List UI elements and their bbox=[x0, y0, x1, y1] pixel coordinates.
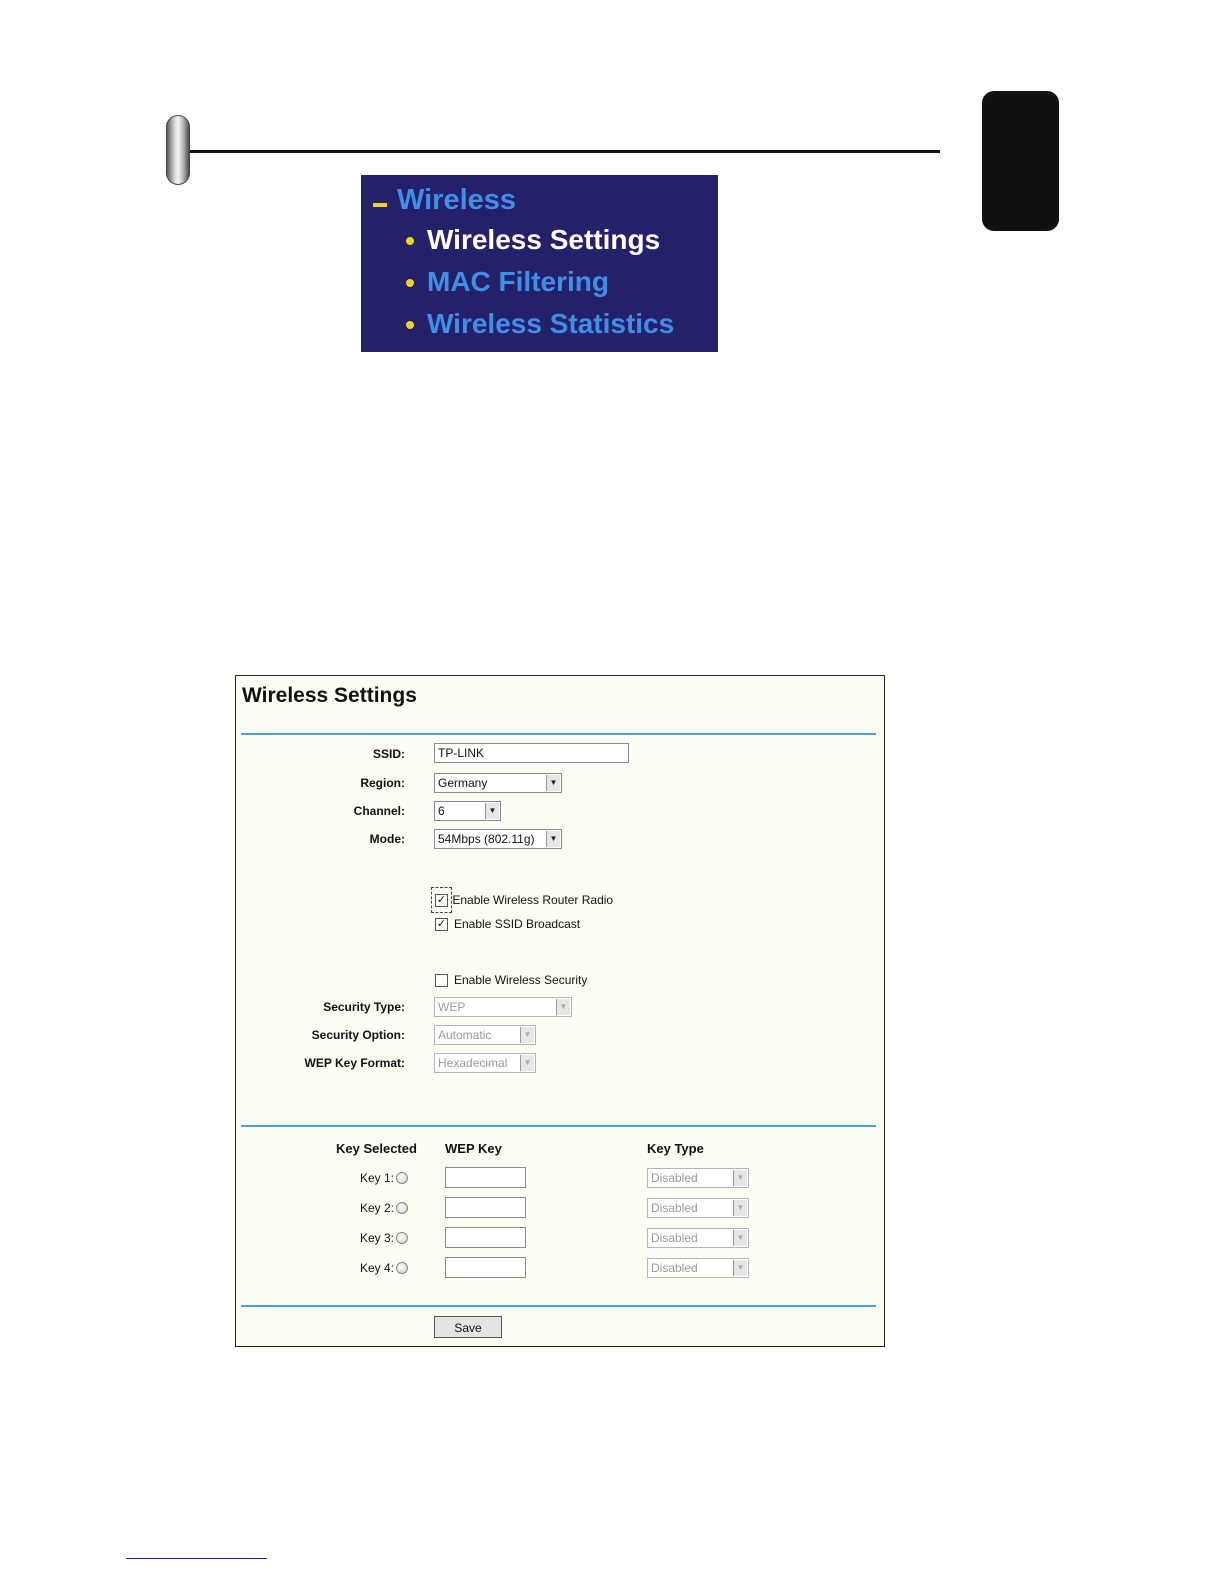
wep-key-header: WEP Key bbox=[445, 1141, 502, 1156]
channel-value: 6 bbox=[438, 804, 445, 818]
key-4-input[interactable] bbox=[445, 1257, 526, 1278]
header-rule-knob bbox=[166, 115, 190, 185]
enable-radio-checkbox[interactable]: ✓ bbox=[436, 894, 447, 907]
collapse-icon bbox=[373, 203, 387, 207]
wep-key-format-label: WEP Key Format: bbox=[304, 1056, 405, 1070]
header-rule bbox=[190, 150, 940, 153]
chevron-down-icon[interactable]: ▼ bbox=[546, 775, 560, 791]
key-3-label: Key 3: bbox=[359, 1231, 394, 1245]
key-2-input[interactable] bbox=[445, 1197, 526, 1218]
enable-ssid-broadcast-row bbox=[435, 915, 580, 933]
key-4-type-value: Disabled bbox=[651, 1261, 698, 1275]
save-button[interactable]: Save bbox=[434, 1316, 502, 1338]
wep-key-format-value: Hexadecimal bbox=[438, 1056, 508, 1070]
chevron-down-icon[interactable]: ▼ bbox=[733, 1200, 747, 1216]
key-4-radio[interactable] bbox=[396, 1262, 408, 1274]
key-3-radio[interactable] bbox=[396, 1232, 408, 1244]
bullet-icon bbox=[406, 321, 414, 329]
ssid-input[interactable]: TP-LINK bbox=[434, 743, 629, 763]
enable-ssid-broadcast-label: Enable SSID Broadcast bbox=[454, 917, 581, 931]
enable-security-checkbox[interactable] bbox=[435, 974, 448, 987]
key-type-header: Key Type bbox=[647, 1141, 704, 1156]
panel-title: Wireless Settings bbox=[242, 684, 417, 707]
security-type-select[interactable] bbox=[434, 997, 572, 1017]
enable-ssid-broadcast-checkbox[interactable]: ✓ bbox=[436, 918, 447, 931]
wireless-settings-panel bbox=[235, 675, 885, 1347]
channel-label: Channel: bbox=[353, 804, 405, 818]
region-label: Region: bbox=[360, 776, 405, 790]
security-type-value: WEP bbox=[438, 1000, 466, 1014]
chevron-down-icon[interactable]: ▼ bbox=[485, 803, 499, 819]
footer-link-underline bbox=[126, 1558, 267, 1559]
ssid-label: SSID: bbox=[372, 747, 405, 761]
chevron-down-icon[interactable]: ▼ bbox=[733, 1260, 747, 1276]
key-2-type-select[interactable] bbox=[647, 1198, 749, 1218]
bullet-icon bbox=[406, 237, 414, 245]
chevron-down-icon[interactable]: ▼ bbox=[733, 1170, 747, 1186]
mode-value: 54Mbps (802.11g) bbox=[438, 832, 535, 846]
key-1-type-value: Disabled bbox=[651, 1171, 698, 1185]
chevron-down-icon[interactable]: ▼ bbox=[556, 999, 570, 1015]
mode-label: Mode: bbox=[369, 832, 405, 846]
menu-item-mac-filtering[interactable] bbox=[361, 261, 718, 303]
menu-item-wireless-statistics[interactable] bbox=[361, 303, 718, 345]
key-1-input[interactable] bbox=[445, 1167, 526, 1188]
security-option-value: Automatic bbox=[438, 1028, 492, 1042]
enable-security-row bbox=[435, 971, 587, 989]
enable-radio-row bbox=[435, 887, 613, 905]
key-2-label: Key 2: bbox=[359, 1201, 394, 1215]
focus-outline bbox=[431, 887, 452, 913]
wep-key-format-select[interactable] bbox=[434, 1053, 536, 1073]
key-3-type-value: Disabled bbox=[651, 1231, 698, 1245]
key-2-type-value: Disabled bbox=[651, 1201, 698, 1215]
enable-security-label: Enable Wireless Security bbox=[454, 973, 588, 987]
key-4-label: Key 4: bbox=[359, 1261, 394, 1275]
menu-item-label: Wireless Statistics bbox=[427, 308, 675, 339]
key-1-label: Key 1: bbox=[359, 1171, 394, 1185]
key-1-radio[interactable] bbox=[396, 1172, 408, 1184]
region-value: Germany bbox=[438, 776, 488, 790]
menu-item-label: MAC Filtering bbox=[427, 266, 609, 297]
security-option-select[interactable] bbox=[434, 1025, 536, 1045]
key-4-type-select[interactable] bbox=[647, 1258, 749, 1278]
chevron-down-icon[interactable]: ▼ bbox=[520, 1055, 534, 1071]
key-selected-header: Key Selected bbox=[336, 1141, 417, 1156]
separator bbox=[241, 1305, 876, 1307]
side-tab bbox=[982, 91, 1059, 231]
menu-item-wireless-settings[interactable] bbox=[361, 219, 718, 261]
chevron-down-icon[interactable]: ▼ bbox=[733, 1230, 747, 1246]
bullet-icon bbox=[406, 279, 414, 287]
security-type-label: Security Type: bbox=[323, 1000, 405, 1014]
menu-heading-label: Wireless bbox=[397, 184, 517, 216]
chevron-down-icon[interactable]: ▼ bbox=[520, 1027, 534, 1043]
security-option-label: Security Option: bbox=[311, 1028, 405, 1042]
key-3-input[interactable] bbox=[445, 1227, 526, 1248]
wireless-menu bbox=[361, 175, 718, 352]
separator bbox=[241, 1125, 876, 1127]
key-3-type-select[interactable] bbox=[647, 1228, 749, 1248]
chevron-down-icon[interactable]: ▼ bbox=[546, 831, 560, 847]
key-1-type-select[interactable] bbox=[647, 1168, 749, 1188]
enable-radio-label: Enable Wireless Router Radio bbox=[452, 893, 614, 907]
separator bbox=[241, 733, 876, 735]
region-select[interactable] bbox=[434, 773, 562, 793]
key-2-radio[interactable] bbox=[396, 1202, 408, 1214]
menu-heading-wireless[interactable] bbox=[361, 181, 718, 219]
mode-select[interactable] bbox=[434, 829, 562, 849]
channel-select[interactable] bbox=[434, 801, 501, 821]
menu-item-label: Wireless Settings bbox=[427, 224, 661, 255]
